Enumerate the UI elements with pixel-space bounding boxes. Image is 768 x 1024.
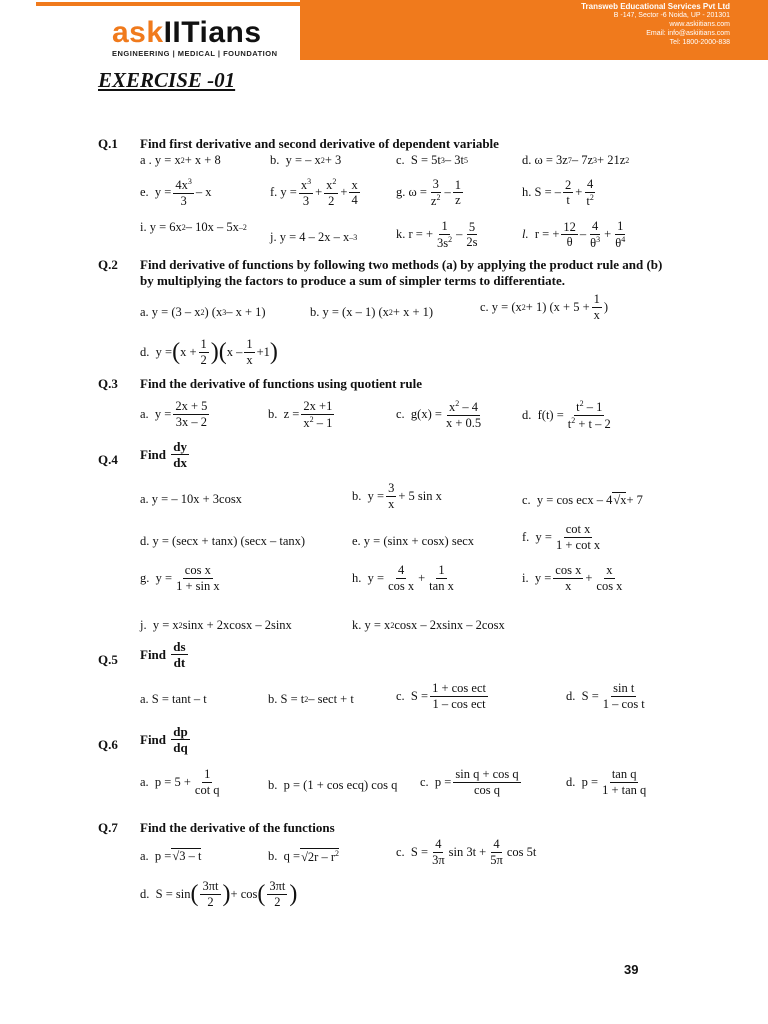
company-website: www.askiitians.com bbox=[669, 21, 730, 28]
q1-item-a: a . y = x 2 + x + 8 bbox=[140, 153, 221, 167]
q1-item-k: k. r = + $\frac{1}{3s^2}$ – $\frac{5}{2s}$ bbox=[396, 219, 478, 250]
q1-item-j: j. y = 4 – 2x – x –3 bbox=[270, 230, 358, 244]
q6-item-c: c. p = $\frac{\text{sin q + cos q}}{\text{cos q}}$ bbox=[420, 767, 519, 797]
q4-text bbox=[140, 440, 191, 469]
q3-item-c: c. g(x) = $\frac{x^2 - 4}{x + 0.5}$ bbox=[396, 399, 482, 430]
q2-item-b: b. y = (x – 1) (x 2 + x + 1) bbox=[310, 305, 434, 319]
q6-frac-den: dq bbox=[173, 740, 188, 755]
q4-item-i: i. y = $\frac{\text{cos x}}{x}$ + $\frac{x}{\text{cos x}}$ bbox=[522, 563, 623, 593]
q4-item-k: k. y = x 2 cosx – 2xsinx – 2cosx bbox=[352, 618, 505, 632]
company-address: B -147, Sector -6 Noida, UP - 201301 bbox=[613, 12, 730, 19]
q1-item-i: i. y = 6x 2 – 10x – 5x –2 bbox=[140, 220, 247, 234]
q7-item-b: b. q = $√2r - r^2$ bbox=[268, 849, 339, 865]
q2-text-line1: Find derivative of functions by following two methods (a) by applying the product rule and (b) bbox=[140, 257, 663, 272]
q2-item-c: c. y = (x 2 + 1) (x + 5 + $\frac{1}{x}$ ) bbox=[480, 292, 609, 322]
q4-frac-den: dx bbox=[173, 455, 187, 470]
q1-item-d: d. ω = 3z 7 – 7z 3 + 21z 2 bbox=[522, 153, 630, 167]
q1-item-c: c. S = 5t 3 – 3t 5 bbox=[396, 153, 469, 167]
q4-item-e: e. y = (sinx + cosx) secx bbox=[352, 534, 475, 548]
q1-item-f: f. y = $\frac{x^3}{3}$ + $\frac{x^2}{2}$ + $\frac{x}{4}$ bbox=[270, 177, 358, 208]
q4-item-a: a. y = – 10x + 3cosx bbox=[140, 492, 242, 506]
q2-item-d: d. y = ( x + $\frac{1}{2}$ )( x – $\frac{1}{x}$ +1 ) bbox=[140, 337, 278, 367]
q5-item-c: c. S = $\frac{\text{1 + cos ect}}{\text{1 – cos ect}}$ bbox=[396, 681, 486, 711]
company-name: Transweb Educational Services Pvt Ltd bbox=[581, 2, 730, 11]
q3-item-b: b. z = $\frac{2x +1}{x^2 - 1}$ bbox=[268, 399, 333, 430]
q3-number: Q.3 bbox=[98, 376, 118, 391]
q5-frac-den: dt bbox=[173, 655, 186, 670]
q6-frac-num: dp bbox=[173, 724, 188, 739]
q2-number: Q.2 bbox=[98, 257, 118, 272]
q5-text bbox=[140, 640, 190, 669]
q3-text: Find the derivative of functions using quotient rule bbox=[140, 376, 423, 391]
q4-item-h: h. y = $\frac{4}{\text{cos x}}$ + $\frac{1}{\text{tan x}}$ bbox=[352, 563, 454, 593]
logo-iitians-text: IITians bbox=[163, 16, 262, 49]
q4-frac-num: dy bbox=[173, 439, 187, 454]
logo-tagline: ENGINEERING | MEDICAL | FOUNDATION bbox=[112, 49, 278, 58]
q1-item-h: h. S = – $\frac{2}{t}$ + $\frac{4}{t^2}$ bbox=[522, 177, 594, 208]
q3-item-a: a. y = $\frac{2x + 5}{3x - 2}$ bbox=[140, 399, 208, 429]
q7-text: Find the derivative of the functions bbox=[140, 820, 335, 835]
q7-number: Q.7 bbox=[98, 820, 118, 835]
q4-item-g: g. y = $\frac{\text{cos x}}{\text{1 + sin x}}$ bbox=[140, 563, 220, 593]
header-banner bbox=[0, 0, 768, 60]
q5-frac-num: ds bbox=[173, 639, 186, 654]
q1-text: Find first derivative and second derivative of dependent variable bbox=[140, 136, 499, 151]
q4-item-c: c. y = cos ecx – 4 √x + 7 bbox=[522, 492, 643, 507]
q6-item-b: b. p = (1 + cos ecq) cos q bbox=[268, 778, 398, 792]
q4-number: Q.4 bbox=[98, 452, 118, 467]
q7-item-a: a. p = √3 – t bbox=[140, 848, 202, 863]
q1-item-e: e. y = $\frac{4x^3}{3}$ – x bbox=[140, 177, 212, 208]
page-number: 39 bbox=[624, 962, 639, 977]
q4-item-f: f. y = $\frac{\text{cot x}}{\text{1 + cot x}}$ bbox=[522, 522, 601, 552]
q5-item-a: a. S = tant – t bbox=[140, 692, 207, 706]
q7-item-c: c. S = $\frac{4}{3\pi}$ sin 3t + $\frac{4}{5\pi}$ cos 5t bbox=[396, 837, 537, 867]
askiitians-logo bbox=[112, 18, 278, 58]
q1-item-l: l. r = + $\frac{12}{\theta}$ – $\frac{4}{\theta^3}$ + $\frac{1}{\theta^4}$ bbox=[522, 219, 626, 250]
q6-find-label: Find bbox=[140, 731, 167, 747]
company-info bbox=[581, 2, 730, 47]
q5-item-b: b. S = t 2 – sect + t bbox=[268, 692, 354, 706]
q6-number: Q.6 bbox=[98, 737, 118, 752]
q6-item-d: d. p = $\frac{\text{tan q}}{\text{1 + tan q}}$ bbox=[566, 767, 647, 797]
q2-text-line2: by multiplying the factors to produce a sum of simpler terms to differentiate. bbox=[140, 273, 565, 288]
q4-item-d: d. y = (secx + tanx) (secx – tanx) bbox=[140, 534, 306, 548]
q5-number: Q.5 bbox=[98, 652, 118, 667]
q5-find-label: Find bbox=[140, 646, 167, 662]
company-tel: Tel: 1800-2000-838 bbox=[669, 39, 730, 46]
q4-item-b: b. y = $\frac{3}{x}$ + 5 sin x bbox=[352, 481, 442, 511]
q2-item-a: a. y = (3 – x 2 ) (x 3 – x + 1) bbox=[140, 305, 266, 319]
q7-item-d: d. S = sin ( $\frac{3\pi t}{2}$ ) + cos ( $\frac{3\pi t}{2}$ ) bbox=[140, 879, 298, 909]
q3-item-d: d. f(t) = $\frac{t^2 - 1}{t^2 + t - 2}$ bbox=[522, 399, 611, 431]
logo-ask-text: ask bbox=[112, 16, 164, 49]
q6-text bbox=[140, 725, 192, 754]
q1-item-b: b. y = – x 2 + 3 bbox=[270, 153, 342, 167]
q1-number: Q.1 bbox=[98, 136, 118, 151]
page-title: EXERCISE -01 bbox=[98, 68, 236, 92]
q4-find-label: Find bbox=[140, 446, 167, 462]
q5-item-d: d. S = $\frac{\text{sin t}}{\text{1 – cos t}}$ bbox=[566, 681, 645, 711]
q6-item-a: a. p = 5 + $\frac{1}{\text{cot q}}$ bbox=[140, 767, 220, 797]
q1-item-g: g. ω = $\frac{3}{z^2}$ – $\frac{1}{z}$ bbox=[396, 177, 461, 208]
company-email: Email: info@askiitians.com bbox=[646, 30, 730, 37]
q4-item-j: j. y = x 2 sinx + 2xcosx – 2sinx bbox=[140, 618, 292, 632]
